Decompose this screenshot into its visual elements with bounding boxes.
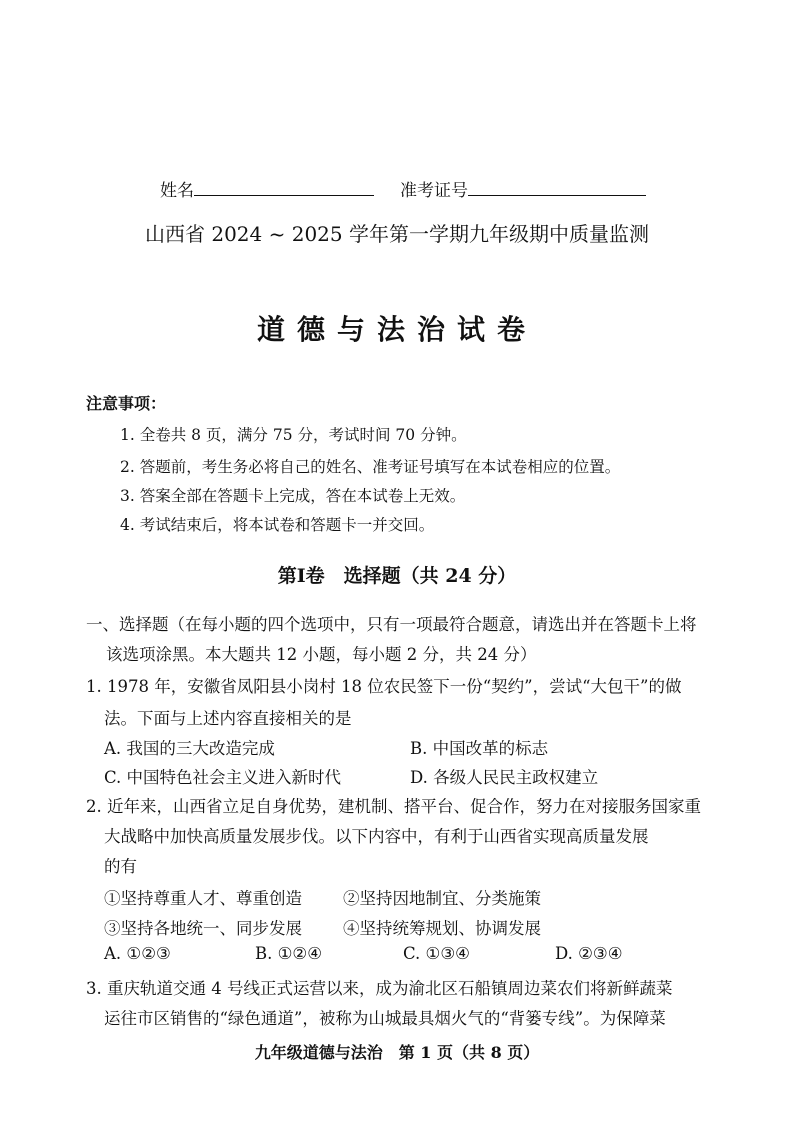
question-3-stem: 3. 重庆轨道交通 4 号线正式运营以来，成为渝北区石船镇周边菜农们将新鲜蔬菜 <box>86 979 673 998</box>
question-2-stem: 的有 <box>104 857 137 876</box>
question-2-statement: ④坚持统筹规划、协调发展 <box>343 919 541 938</box>
question-2-statement: ①坚持尊重人才、尊重创造 <box>104 889 302 908</box>
note-item: 2. 答题前，考生务必将自己的姓名、准考证号填写在本试卷相应的位置。 <box>120 458 621 476</box>
exam-number-blank-line <box>468 177 646 196</box>
question-1-stem: 法。下面与上述内容直接相关的是 <box>104 709 352 728</box>
note-item: 1. 全卷共 8 页，满分 75 分，考试时间 70 分钟。 <box>120 426 467 444</box>
name-blank-line <box>194 177 374 196</box>
question-2-statement: ②坚持因地制宜、分类施策 <box>343 889 541 908</box>
exam-title: 道德与法治试卷 <box>256 313 537 346</box>
question-1-option-b: B. 中国改革的标志 <box>410 739 549 758</box>
note-item: 4. 考试结束后，将本试卷和答题卡一并交回。 <box>120 516 435 534</box>
question-2-option-c: C. ①③④ <box>403 944 470 963</box>
exam-number-label: 准考证号 <box>400 181 468 201</box>
name-label: 姓名 <box>160 181 194 201</box>
question-1-stem: 1. 1978 年，安徽省凤阳县小岗村 18 位农民签下一份“契约”，尝试“大包干”的做 <box>86 677 682 696</box>
part-one-instruction: 该选项涂黑。本大题共 12 小题，每小题 2 分，共 24 分） <box>106 645 537 664</box>
question-2-stem: 大战略中加快高质量发展步伐。以下内容中，有利于山西省实现高质量发展 <box>104 827 649 846</box>
question-2-option-d: D. ②③④ <box>555 944 623 963</box>
name-field <box>160 176 374 201</box>
question-2-option-a: A. ①②③ <box>104 944 171 963</box>
question-2-statement: ③坚持各地统一、同步发展 <box>104 919 302 938</box>
notes-heading: 注意事项： <box>86 394 167 413</box>
section-title: 第Ⅰ卷 选择题（共 24 分） <box>277 565 517 587</box>
part-one-instruction: 一、选择题（在每小题的四个选项中，只有一项最符合题意，请选出并在答题卡上将 <box>86 615 697 634</box>
question-2-option-b: B. ①②④ <box>255 944 322 963</box>
exam-number-field <box>400 176 646 201</box>
question-1-option-a: A. 我国的三大改造完成 <box>104 739 275 758</box>
question-1-option-c: C. 中国特色社会主义进入新时代 <box>104 768 342 787</box>
page-footer: 九年级道德与法治 第 1 页（共 8 页） <box>254 1043 540 1062</box>
question-3-stem: 运往市区销售的“绿色通道”，被称为山城最具烟火气的“背篓专线”。为保障菜 <box>104 1009 666 1028</box>
note-item: 3. 答案全部在答题卡上完成，答在本试卷上无效。 <box>120 487 466 505</box>
exam-subtitle: 山西省 2024 ~ 2025 学年第一学期九年级期中质量监测 <box>145 222 649 246</box>
question-1-option-d: D. 各级人民民主政权建立 <box>410 768 599 787</box>
question-2-stem: 2. 近年来，山西省立足自身优势，建机制、搭平台、促合作，努力在对接服务国家重 <box>86 797 701 816</box>
